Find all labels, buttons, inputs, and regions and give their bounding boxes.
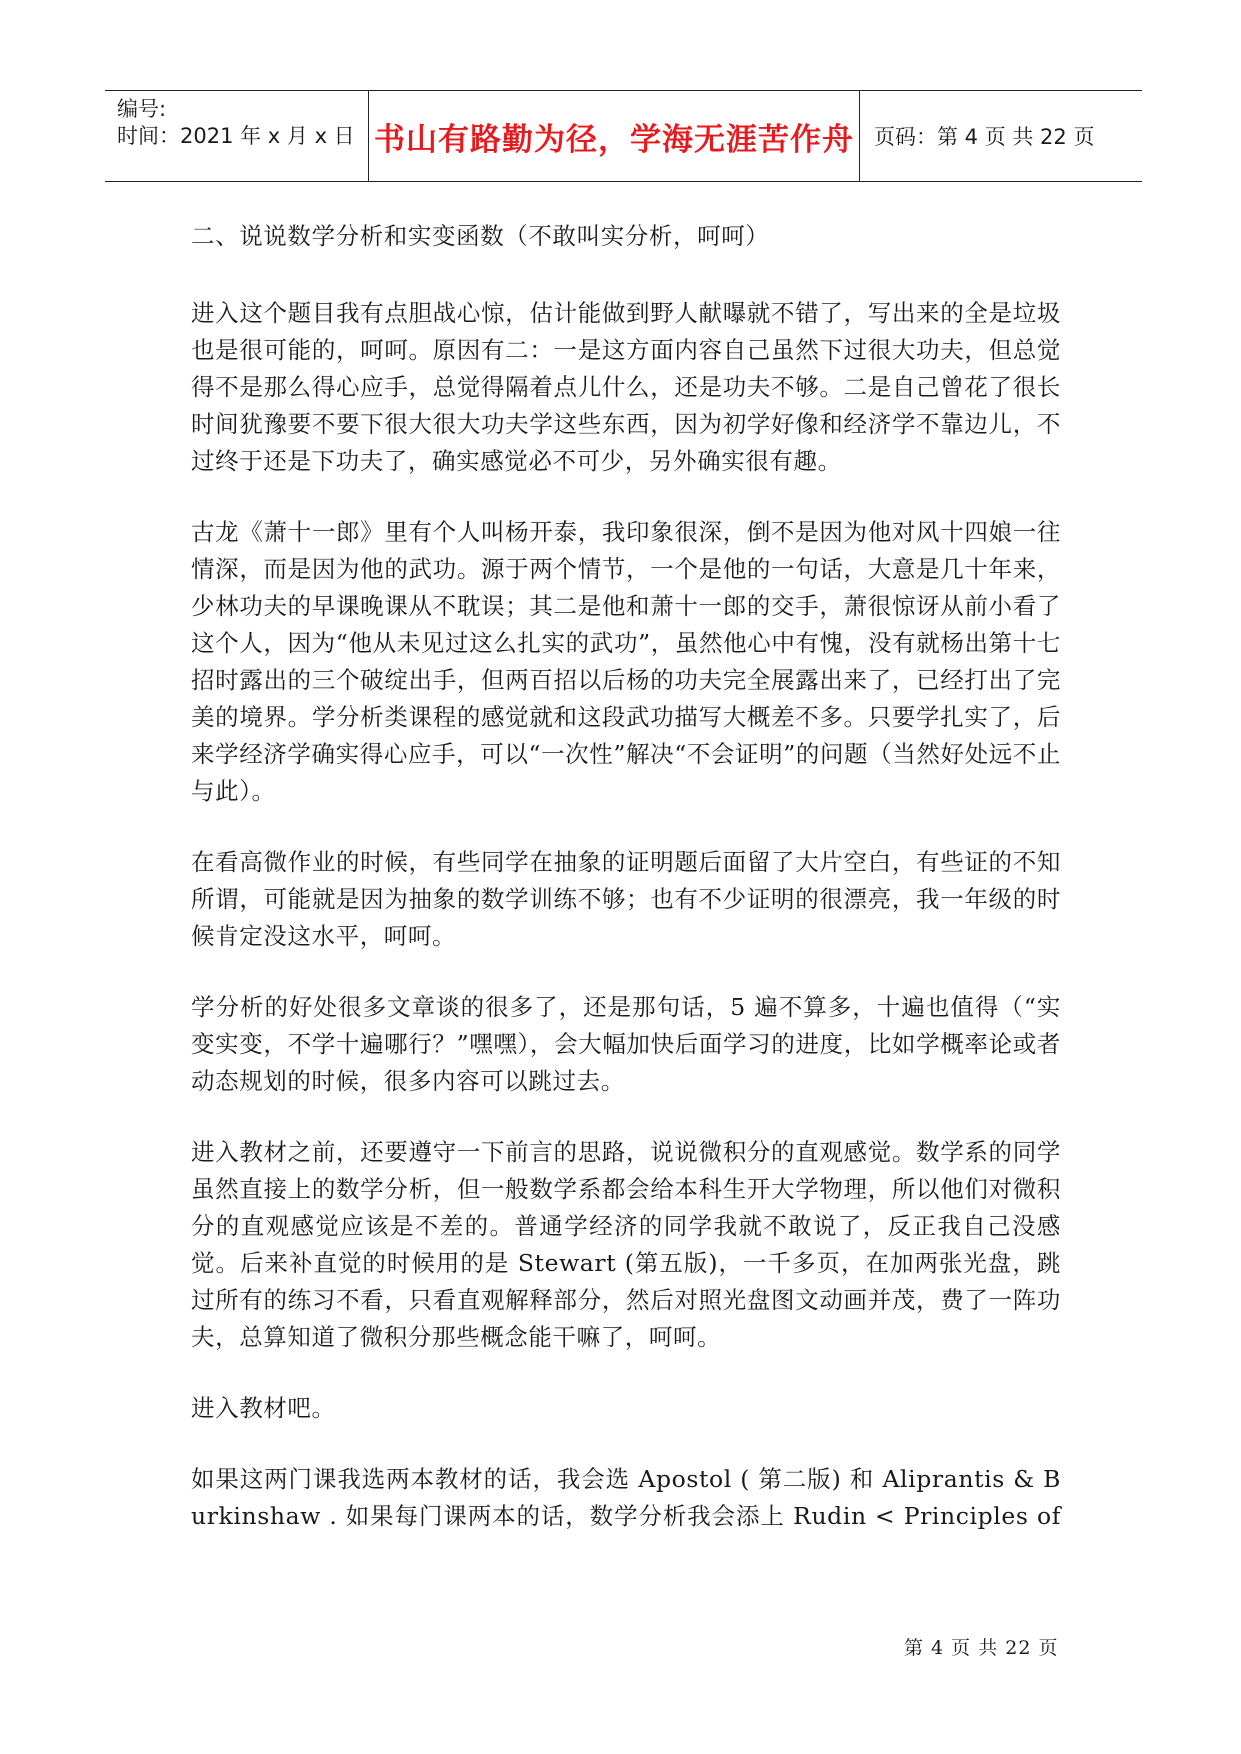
paragraph: 古龙《萧十一郎》里有个人叫杨开泰，我印象很深，倒不是因为他对风十四娘一往情深，而是因为他的武功。源于两个情节，一个是他的一句话，大意是几十年来，少林功夫的早课晚课从不耽误；其二是他和萧十一郎的交手，萧很惊讶从前小看了这个人，因为“他从未见过这么扎实的武功”，虽然他心中有愧，没有就杨出第十七招时露出的三个破绽出手，但两百招以后杨的功夫完全展露出来了，已经打出了完美的境界。学分析类课程的感觉就和这段武功描写大概差不多。只要学扎实了，后来学经济学确实得心应手，可以“一次性”解决“不会证明”的问题（当然好处远不止与此）。 bbox=[191, 518, 1061, 805]
paragraph: 在看高微作业的时候，有些同学在抽象的证明题后面留了大片空白，有些证的不知所谓，可能就是因为抽象的数学训练不够；也有不少证明的很漂亮，我一年级的时候肯定没这水平，呵呵。 bbox=[191, 848, 1061, 950]
document-body bbox=[191, 218, 1061, 1569]
page-footer: 第 4 页 共 22 页 bbox=[904, 1637, 1059, 1659]
document-number-label: 编号: bbox=[117, 97, 167, 121]
paragraph: 如果这两门课我选两本教材的话，我会选 Apostol ( 第二版) 和 Aliprantis & Burkinshaw . 如果每门课两本的话，数学分析我会添上 Rudin < Principles of bbox=[191, 1465, 1061, 1530]
document-time-label: 时间：2021 年 x 月 x 日 bbox=[117, 124, 355, 148]
paragraph: 进入教材之前，还要遵守一下前言的思路，说说微积分的直观感觉。数学系的同学虽然直接上的数学分析，但一般数学系都会给本科生开大学物理，所以他们对微积分的直观感觉应该是不差的。普通学经济的同学我就不敢说了，反正我自己没感觉。后来补直觉的时候用的是 Stewart (第五版)，一千多页，在加两张光盘，跳过所有的练习不看，只看直观解释部分，然后对照光盘图文动画并茂，费了一阵功夫，总算知道了微积分那些概念能干嘛了，呵呵。 bbox=[191, 1138, 1061, 1351]
header-page-code: 页码：第 4 页 共 22 页 bbox=[874, 125, 1095, 149]
header-info-cell bbox=[105, 91, 369, 181]
paragraph: 进入这个题目我有点胆战心惊，估计能做到野人献曝就不错了，写出来的全是垃圾也是很可能的，呵呵。原因有二：一是这方面内容自己虽然下过很大功夫，但总觉得不是那么得心应手，总觉得隔着点儿什么，还是功夫不够。二是自己曾花了很长时间犹豫要不要下很大很大功夫学这些东西，因为初学好像和经济学不靠边儿，不过终于还是下功夫了，确实感觉必不可少，另外确实很有趣。 bbox=[191, 299, 1061, 475]
paragraph: 进入教材吧。 bbox=[191, 1394, 336, 1422]
header-motto-cell bbox=[369, 91, 860, 181]
section-heading: 二、说说数学分析和实变函数（不敢叫实分析，呵呵） bbox=[191, 222, 770, 250]
header-motto: 书山有路勤为径，学海无涯苦作舟 bbox=[374, 121, 854, 158]
paragraph: 学分析的好处很多文章谈的很多了，还是那句话，5 遍不算多，十遍也值得（“实变实变，不学十遍哪行？”嘿嘿），会大幅加快后面学习的进度，比如学概率论或者动态规划的时候，很多内容可以跳过去。 bbox=[191, 993, 1061, 1095]
page-header bbox=[105, 90, 1142, 182]
header-page-cell bbox=[860, 91, 1142, 181]
